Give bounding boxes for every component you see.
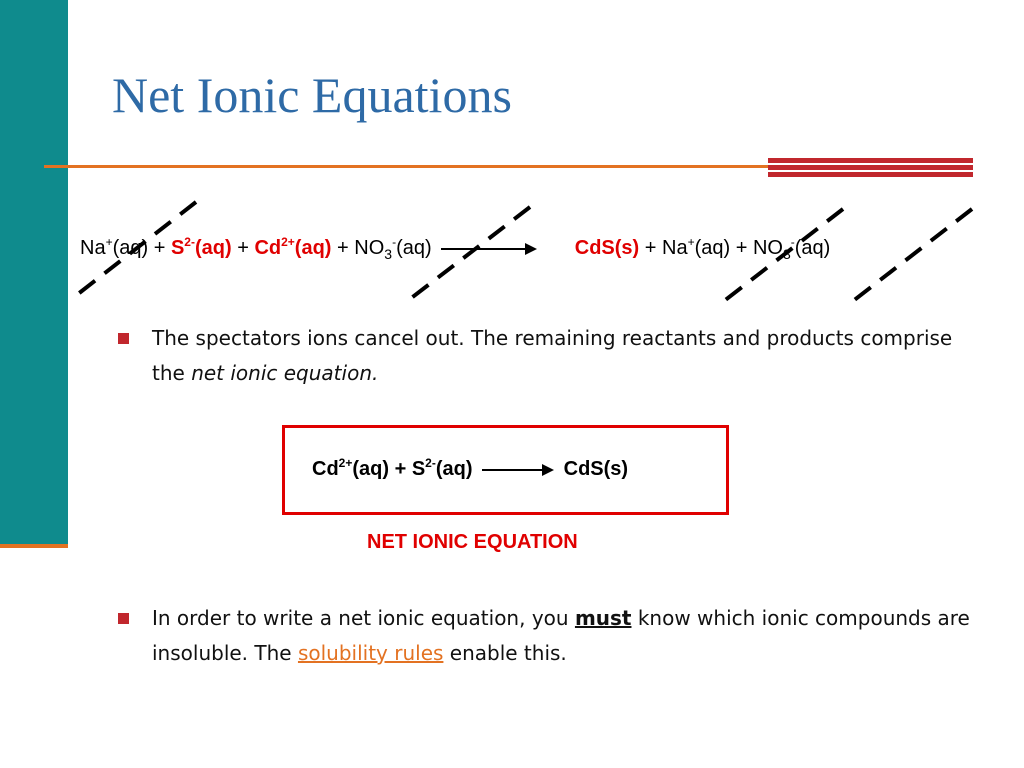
net-cd-charge: 2+: [338, 456, 353, 470]
cancel-line: [853, 209, 972, 301]
eq-cd: $Cd^{2+}(aq)$: [254, 235, 332, 259]
bullet1-italic: net ionic equation.: [191, 361, 379, 385]
net-s-state: (aq): [435, 458, 473, 480]
solubility-rules-link[interactable]: solubility rules: [297, 641, 444, 665]
bullet-icon: [118, 333, 129, 344]
eq-aq3: (aq) + NO: [694, 237, 783, 259]
decorative-bar: [768, 172, 973, 177]
title-rule: [44, 165, 768, 168]
bullet-text-2: [152, 601, 982, 671]
eq-plus1: +: [231, 237, 255, 259]
eq-product: CdS(s): [574, 237, 640, 259]
bullet2-text2: know which ionic compounds are insoluble. The: [152, 606, 970, 665]
reaction-arrow-icon: [439, 242, 539, 256]
bullet1-text: The spectators ions cancel out. The remaining reactants and products comprise the: [152, 326, 953, 385]
eq-aq2: (aq): [396, 237, 432, 259]
eq-s: $S^{2-}(aq)$: [170, 235, 232, 259]
bullet2-must: must: [574, 606, 632, 630]
eq-na: Na: [80, 237, 106, 259]
decorative-bar: [768, 158, 973, 163]
net-equation-label: NET IONIC EQUATION: [367, 531, 578, 553]
decorative-bar: [768, 165, 973, 170]
bullet-icon: [118, 613, 129, 624]
decorative-bars: [768, 158, 973, 178]
eq-plus3: + Na: [639, 237, 688, 259]
eq-no3b-charge: -: [790, 235, 795, 249]
eq-plus2: + NO: [331, 237, 385, 259]
bullet-text-1: [152, 321, 982, 391]
eq-na2-charge: +: [687, 235, 695, 249]
reaction-arrow-icon: [480, 463, 556, 477]
eq-aq1: (aq) +: [112, 237, 171, 259]
eq-na-charge: +: [105, 235, 113, 249]
net-ionic-equation: [312, 456, 628, 481]
full-ionic-equation: [80, 235, 830, 262]
net-s-charge: 2-: [425, 456, 436, 470]
eq-no3-sub: 3: [384, 246, 393, 262]
slide-title: Net Ionic Equations: [112, 67, 512, 123]
sidebar-underline: [0, 544, 68, 548]
net-cd-state: (aq) + S: [352, 458, 426, 480]
bullet2-text3: enable this.: [443, 641, 567, 665]
eq-aq4: (aq): [794, 237, 831, 259]
sidebar-accent: [0, 0, 68, 546]
eq-no3-charge: -: [392, 235, 397, 249]
bullet2-text1: In order to write a net ionic equation, you: [152, 606, 575, 630]
net-product: CdS(s): [563, 458, 629, 480]
eq-no3b-sub: 3: [782, 246, 791, 262]
net-cd: Cd: [312, 458, 339, 480]
